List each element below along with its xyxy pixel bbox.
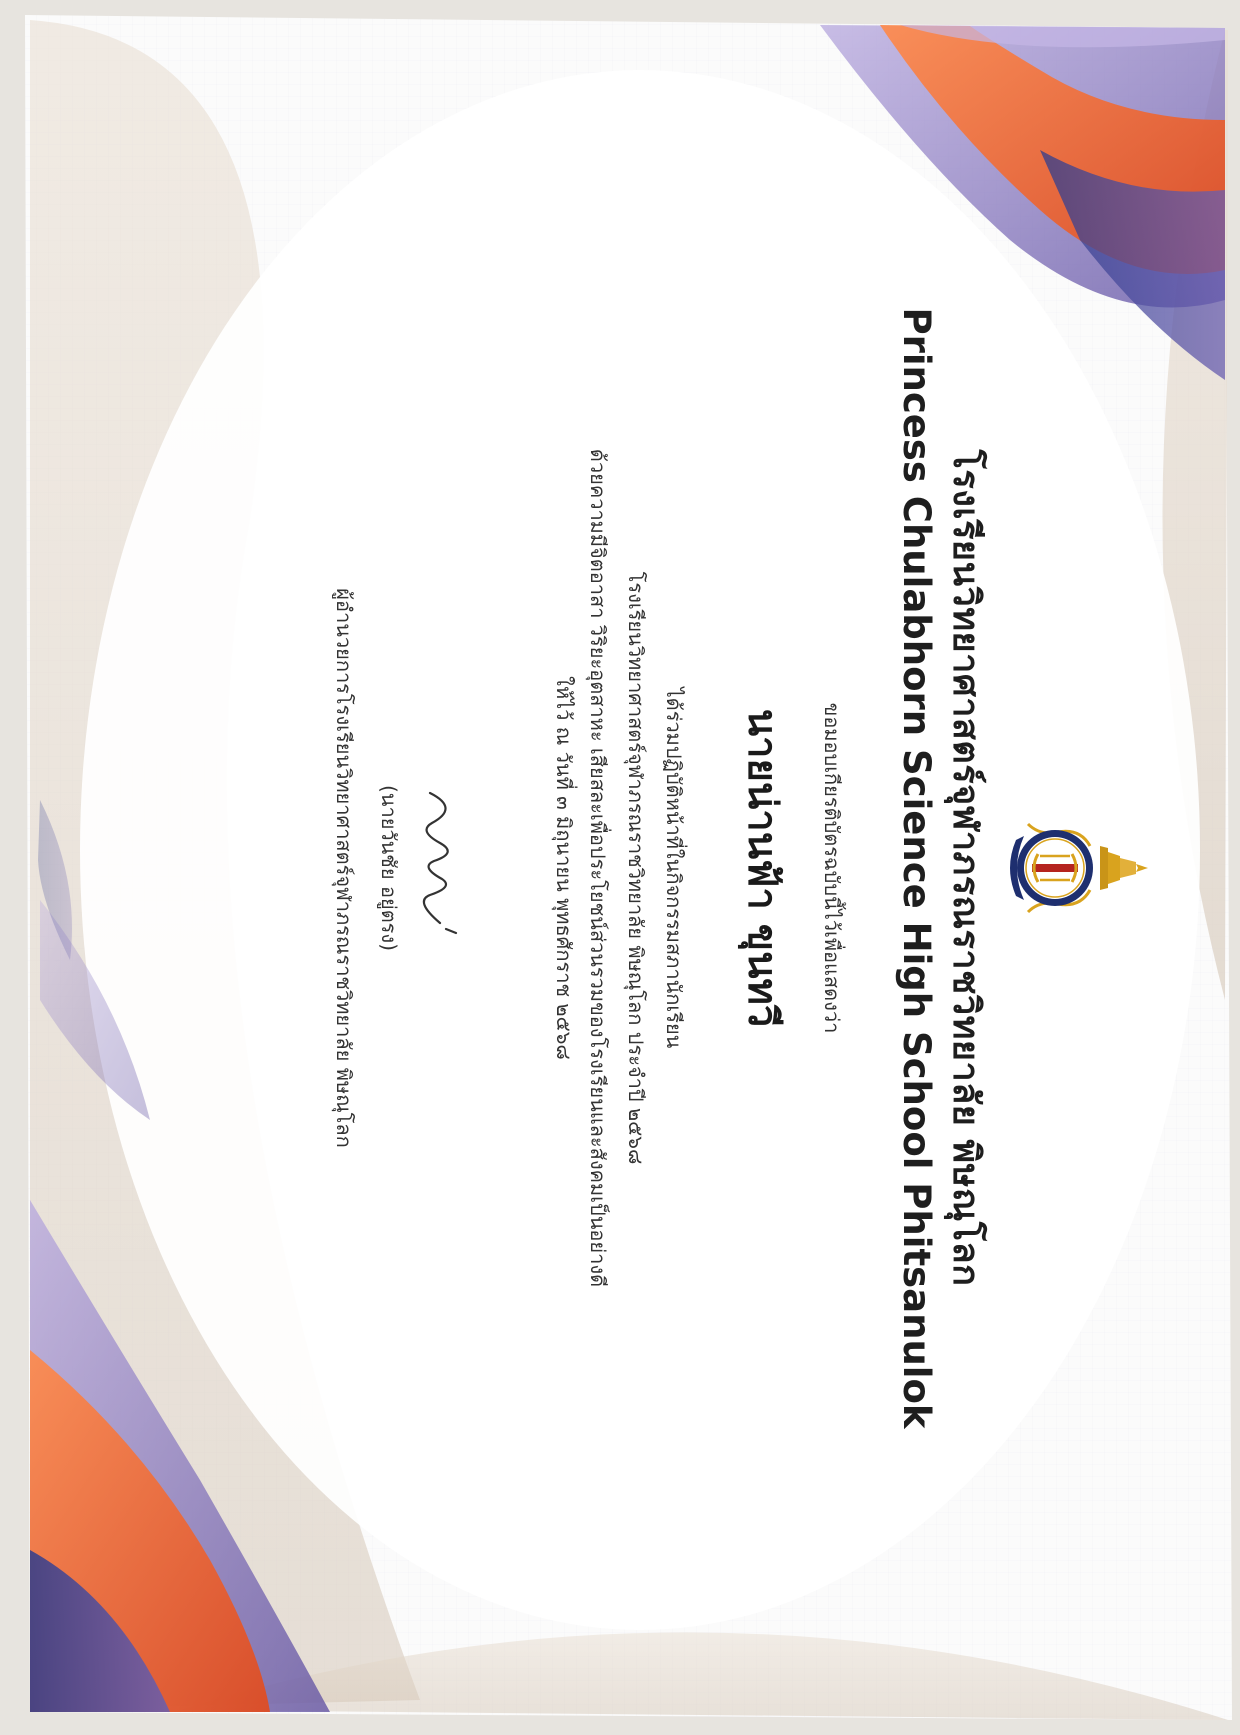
given-to-text: ขอมอบเกียรติบัตรฉบับนี้ไว้เพื่อแสดงว่า [820,702,844,1034]
signature [400,783,470,953]
body-line-1: ได้ร่วมปฏิบัติหน้าที่ในกิจกรรมสภานักเรียน [662,687,686,1049]
body-line-3: ด้วยความมีจิตอาสา วิริยะอุตสาหะ เสียสละเพื่อประโยชน์ส่วนรวมของโรงเรียนและสังคมเป็นอย่างดี [586,448,610,1288]
signer-name: (นายวันชัย อยู่ตรง) [377,784,401,951]
recipient-name: นายน่านฟ้า ขุนทวี [739,708,785,1028]
date-line: ให้ไว้ ณ วันที่ ๓ มิถุนายน พุทธศักราช ๒๕๖๘ [552,676,576,1060]
school-emblem-icon [1005,818,1150,918]
signer-position: ผู้อำนวยการโรงเรียนวิทยาศาสตร์จุฬาภรณราชวิทยาลัย พิษณุโลก [332,588,356,1148]
school-name-english: Princess Chulabhorn Science High School Phitsanulok [895,307,938,1429]
body-line-2: โรงเรียนวิทยาศาสตร์จุฬาภรณราชวิทยาลัย พิษณุโลก ประจำปี ๒๕๖๘ [624,571,648,1165]
school-name-thai: โรงเรียนวิทยาศาสตร์จุฬาภรณราชวิทยาลัย พิษณุโลก [945,449,986,1287]
certificate-content [20,23,1220,1713]
